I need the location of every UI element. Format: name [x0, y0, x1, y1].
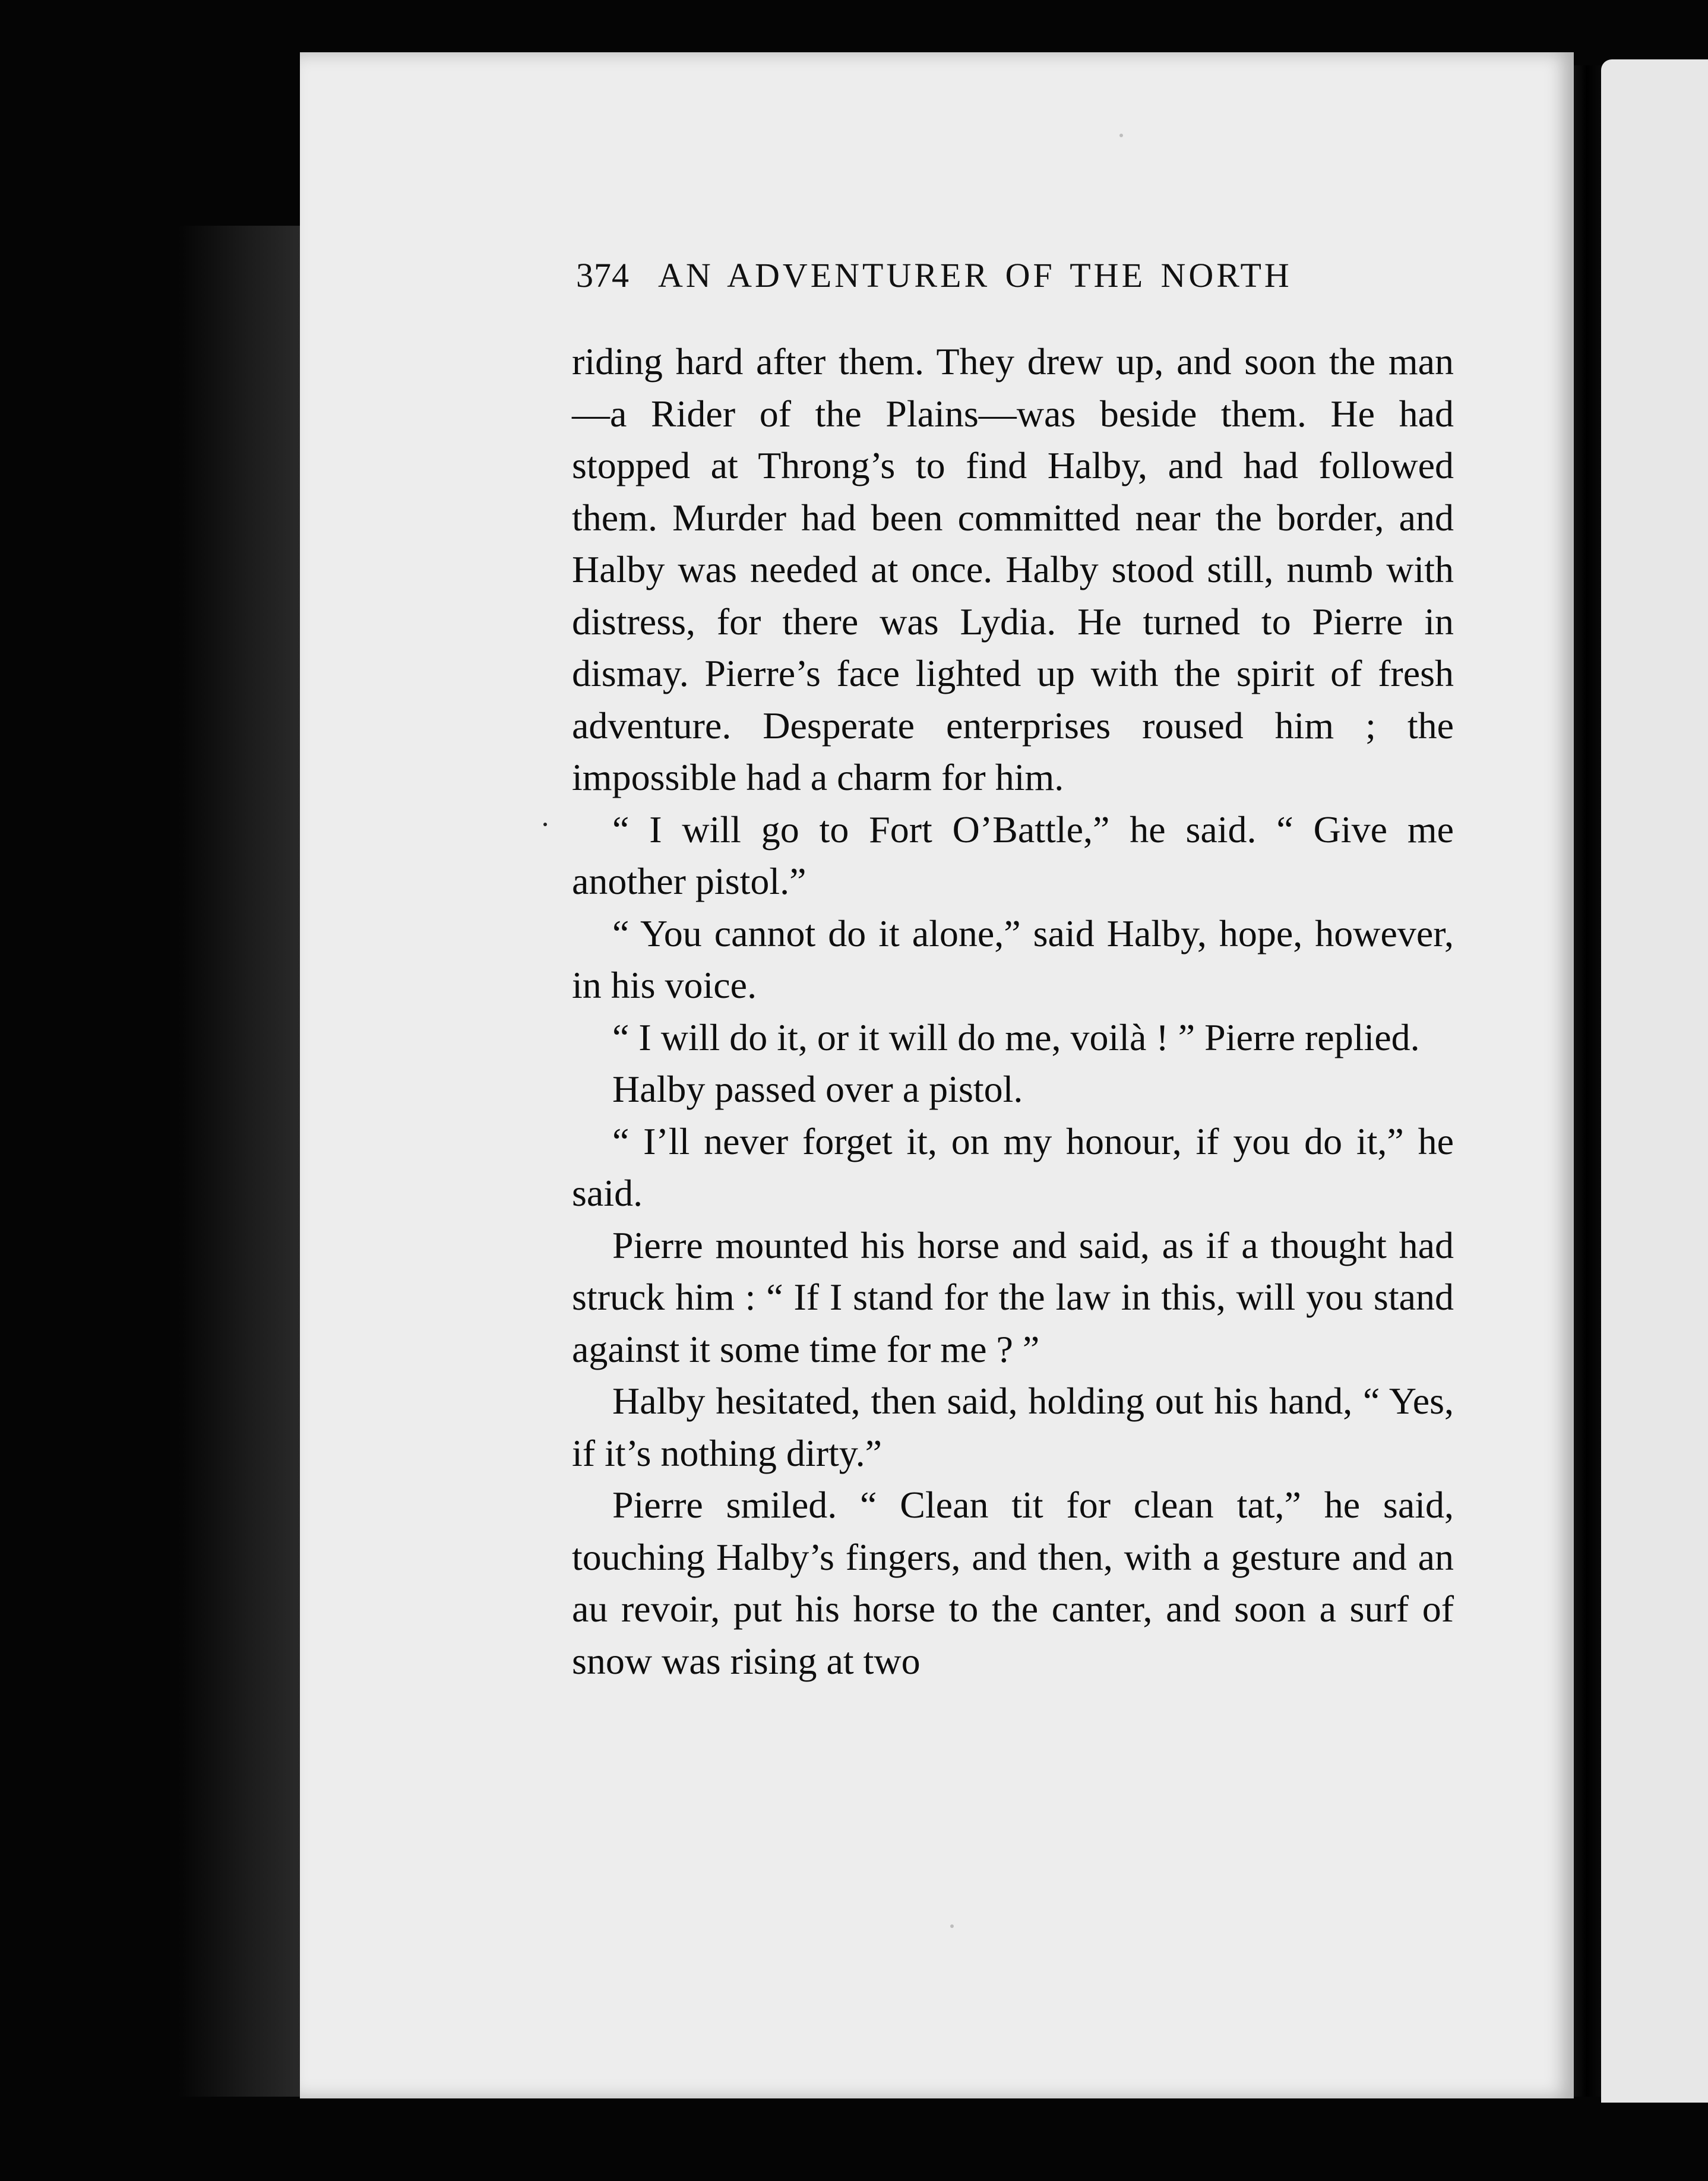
page-body: [572, 336, 1454, 1687]
paragraph: Halby passed over a pistol.: [612, 1068, 1023, 1110]
scan-speck: [543, 823, 547, 826]
paragraph: Halby hesitated, then said, holding out his hand, “ Yes, if it’s nothing dirty.”: [572, 1380, 1454, 1474]
facing-page-edge: [1601, 59, 1708, 2103]
paragraph: “ You cannot do it alone,” said Halby, hope, however, in his voice.: [572, 912, 1454, 1006]
paragraph: “ I’ll never forget it, on my honour, if you do it,” he said.: [572, 1120, 1454, 1214]
paragraph: Pierre mounted his horse and said, as if a thought had struck him : “ If I stand for the law in this, will you stand against it some time for me ? ”: [572, 1224, 1454, 1370]
paragraph: “ I will do it, or it will do me, voilà ! ” Pierre replied.: [612, 1016, 1420, 1058]
scan-speck: [1119, 134, 1123, 137]
paragraph: riding hard after them. They drew up, and soon the man—a Rider of the Plains—was beside them. He had stopped at Throng’s to find Halby, and had followed them. Murder had been committed near the border, and Halby was needed at once. Halby stood still, numb with distress, for there was Lydia. He turned to Pierre in dismay. Pierre’s face lighted up with the spirit of fresh adventure. Desperate enterprises roused him ; the impossible had a charm for him.: [572, 340, 1454, 798]
running-title: AN ADVENTURER OF THE NORTH: [658, 256, 1292, 295]
paragraph: Pierre smiled. “ Clean tit for clean tat,” he said, touching Halby’s fingers, and then, with a gesture and an au revoir, put his horse to the canter, and soon a surf of snow was rising at two: [572, 1484, 1454, 1682]
paragraph: “ I will go to Fort O’Battle,” he said. “ Give me another pistol.”: [572, 808, 1454, 902]
binding-shadow: [178, 226, 303, 2097]
page-number: 374: [576, 256, 630, 295]
scan-speck: [950, 1924, 954, 1928]
running-header: [576, 255, 1467, 303]
